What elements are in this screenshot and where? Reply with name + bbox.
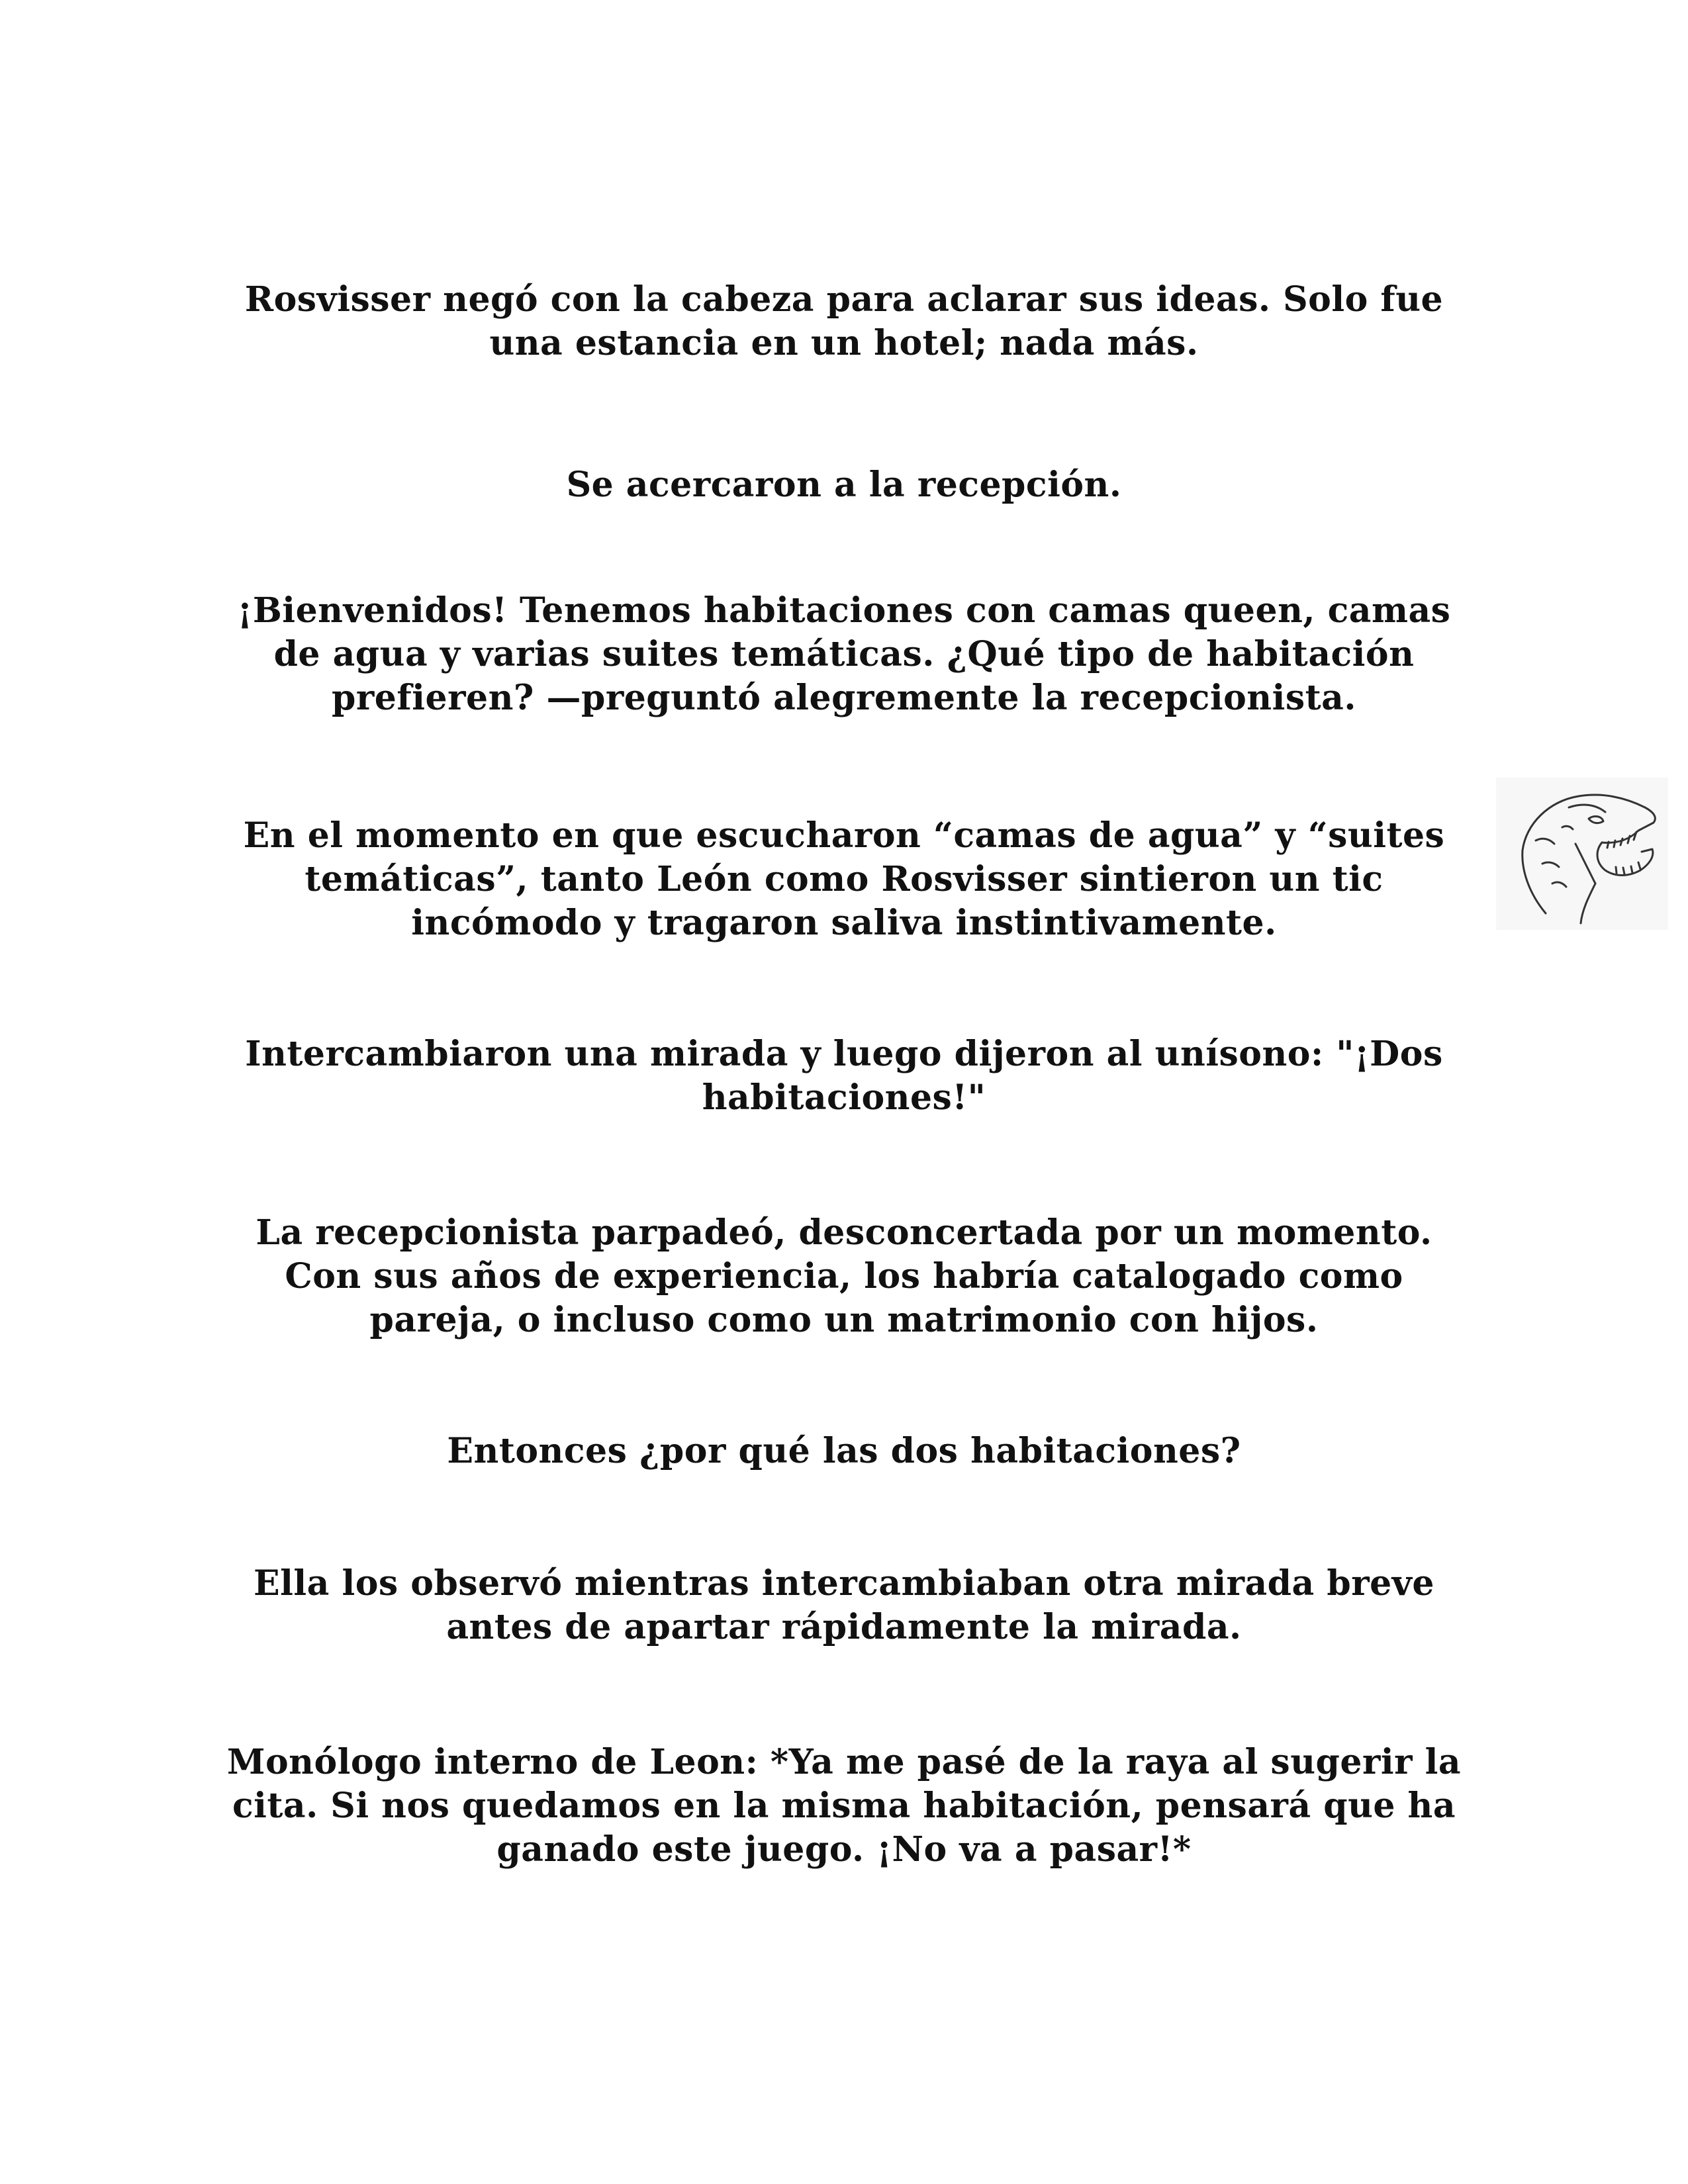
paragraph-5 <box>218 1032 1470 1120</box>
paragraph-line: antes de apartar rápidamente la mirada. <box>446 1607 1242 1647</box>
paragraph-8 <box>218 1562 1470 1649</box>
paragraph-line: cita. Si nos quedamos en la misma habitación, pensará que ha <box>232 1786 1456 1826</box>
paragraph-line: de agua y varias suites temáticas. ¿Qué tipo de habitación <box>273 634 1415 674</box>
paragraph-line: Rosvisser negó con la cabeza para aclarar sus ideas. Solo fue <box>244 279 1444 320</box>
paragraph-3 <box>218 589 1470 720</box>
paragraph-line: Intercambiaron una mirada y luego dijeron al unísono: "¡Dos <box>245 1034 1443 1074</box>
paragraph-9 <box>218 1741 1470 1872</box>
paragraph-line: temáticas”, tanto León como Rosvisser sintieron un tic <box>305 859 1383 899</box>
paragraph-line: una estancia en un hotel; nada más. <box>489 323 1199 363</box>
paragraph-line: Con sus años de experiencia, los habría catalogado como <box>285 1256 1403 1297</box>
paragraph-line: La recepcionista parpadeó, desconcertada por un momento. <box>256 1212 1432 1253</box>
paragraph-line: ¡Bienvenidos! Tenemos habitaciones con camas queen, camas <box>237 590 1451 631</box>
paragraph-line: Se acercaron a la recepción. <box>566 465 1122 505</box>
paragraph-2 <box>218 463 1470 507</box>
paragraph-7 <box>218 1430 1470 1473</box>
paragraph-line: Entonces ¿por qué las dos habitaciones? <box>447 1431 1241 1471</box>
paragraph-line: En el momento en que escucharon “camas de agua” y “suites <box>243 815 1445 856</box>
paragraph-line: Ella los observó mientras intercambiaban otra mirada breve <box>254 1563 1434 1604</box>
paragraph-1 <box>218 278 1470 365</box>
paragraph-line: ganado este juego. ¡No va a pasar!* <box>496 1829 1192 1870</box>
paragraph-line: Monólogo interno de Leon: *Ya me pasé de la raya al sugerir la <box>226 1742 1462 1782</box>
paragraph-4 <box>218 814 1470 945</box>
paragraph-line: prefieren? —preguntó alegremente la recepcionista. <box>332 678 1356 718</box>
paragraph-line: pareja, o incluso como un matrimonio con hijos. <box>369 1300 1319 1340</box>
paragraph-line: habitaciones!" <box>702 1077 986 1118</box>
paragraph-line: incómodo y tragaron saliva instintivamente. <box>411 903 1277 943</box>
dinosaur-head-sketch-icon <box>1496 778 1668 930</box>
paragraph-6 <box>218 1211 1470 1342</box>
